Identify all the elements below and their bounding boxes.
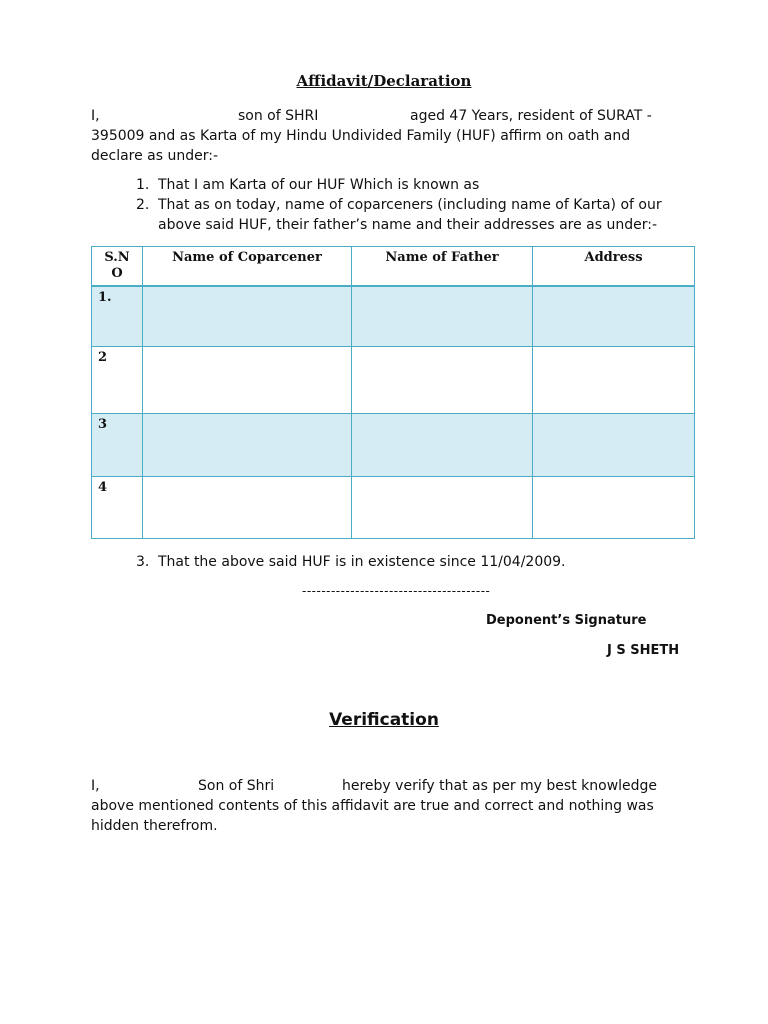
header-address: Address — [533, 247, 695, 287]
table-row — [92, 477, 695, 539]
table-row — [92, 286, 695, 347]
coparcener-table — [91, 246, 695, 539]
cell-father[interactable] — [352, 477, 533, 539]
intro-aged: aged 47 Years, resident of SURAT - — [410, 108, 652, 124]
cell-coparcener[interactable] — [143, 286, 352, 347]
list-item-1: 1. That I am Karta of our HUF Which is known as — [136, 177, 480, 193]
intro-line-2: 395009 and as Karta of my Hindu Undivided Family (HUF) affirm on oath and — [91, 128, 631, 144]
deponent-name: J S SHETH — [607, 643, 680, 658]
verification-paragraph — [91, 776, 658, 836]
list-item-2: 2. That as on today, name of coparceners (including name of Karta) of our — [136, 197, 662, 213]
cell-sno: 1. — [92, 286, 143, 347]
verification-title: Verification — [329, 710, 439, 730]
cell-coparcener[interactable] — [143, 414, 352, 477]
header-father: Name of Father — [352, 247, 533, 287]
cell-coparcener[interactable] — [143, 347, 352, 414]
cell-address[interactable] — [533, 414, 695, 477]
signature-label: Deponent’s Signature — [486, 613, 647, 628]
verif-line-2: above mentioned contents of this affidavit are true and correct and nothing was — [91, 798, 654, 814]
cell-address[interactable] — [533, 286, 695, 347]
intro-son-of: son of SHRI — [238, 108, 319, 124]
verif-son-of: Son of Shri — [198, 778, 275, 794]
cell-coparcener[interactable] — [143, 477, 352, 539]
verif-hereby: hereby verify that as per my best knowledge — [342, 778, 658, 794]
cell-sno: 4 — [92, 477, 143, 539]
cell-address[interactable] — [533, 347, 695, 414]
intro-line-3: declare as under:- — [91, 148, 219, 164]
cell-sno: 3 — [92, 414, 143, 477]
verif-i: I, — [91, 778, 100, 794]
header-coparcener: Name of Coparcener — [143, 247, 352, 287]
intro-paragraph — [91, 106, 691, 166]
table-row — [92, 347, 695, 414]
intro-i: I, — [91, 108, 100, 124]
signature-line: --------------------------------------- — [302, 584, 491, 598]
cell-sno: 2 — [92, 347, 143, 414]
cell-address[interactable] — [533, 477, 695, 539]
cell-father[interactable] — [352, 414, 533, 477]
cell-father[interactable] — [352, 286, 533, 347]
list-item-3: 3. That the above said HUF is in existence since 11/04/2009. — [136, 554, 566, 570]
list-item-2-cont: above said HUF, their father’s name and their addresses are as under:- — [158, 217, 658, 233]
cell-father[interactable] — [352, 347, 533, 414]
header-sno: S.N O — [92, 247, 143, 287]
table-row — [92, 414, 695, 477]
document-title: Affidavit/Declaration — [296, 72, 472, 90]
verif-line-3: hidden therefrom. — [91, 818, 218, 834]
